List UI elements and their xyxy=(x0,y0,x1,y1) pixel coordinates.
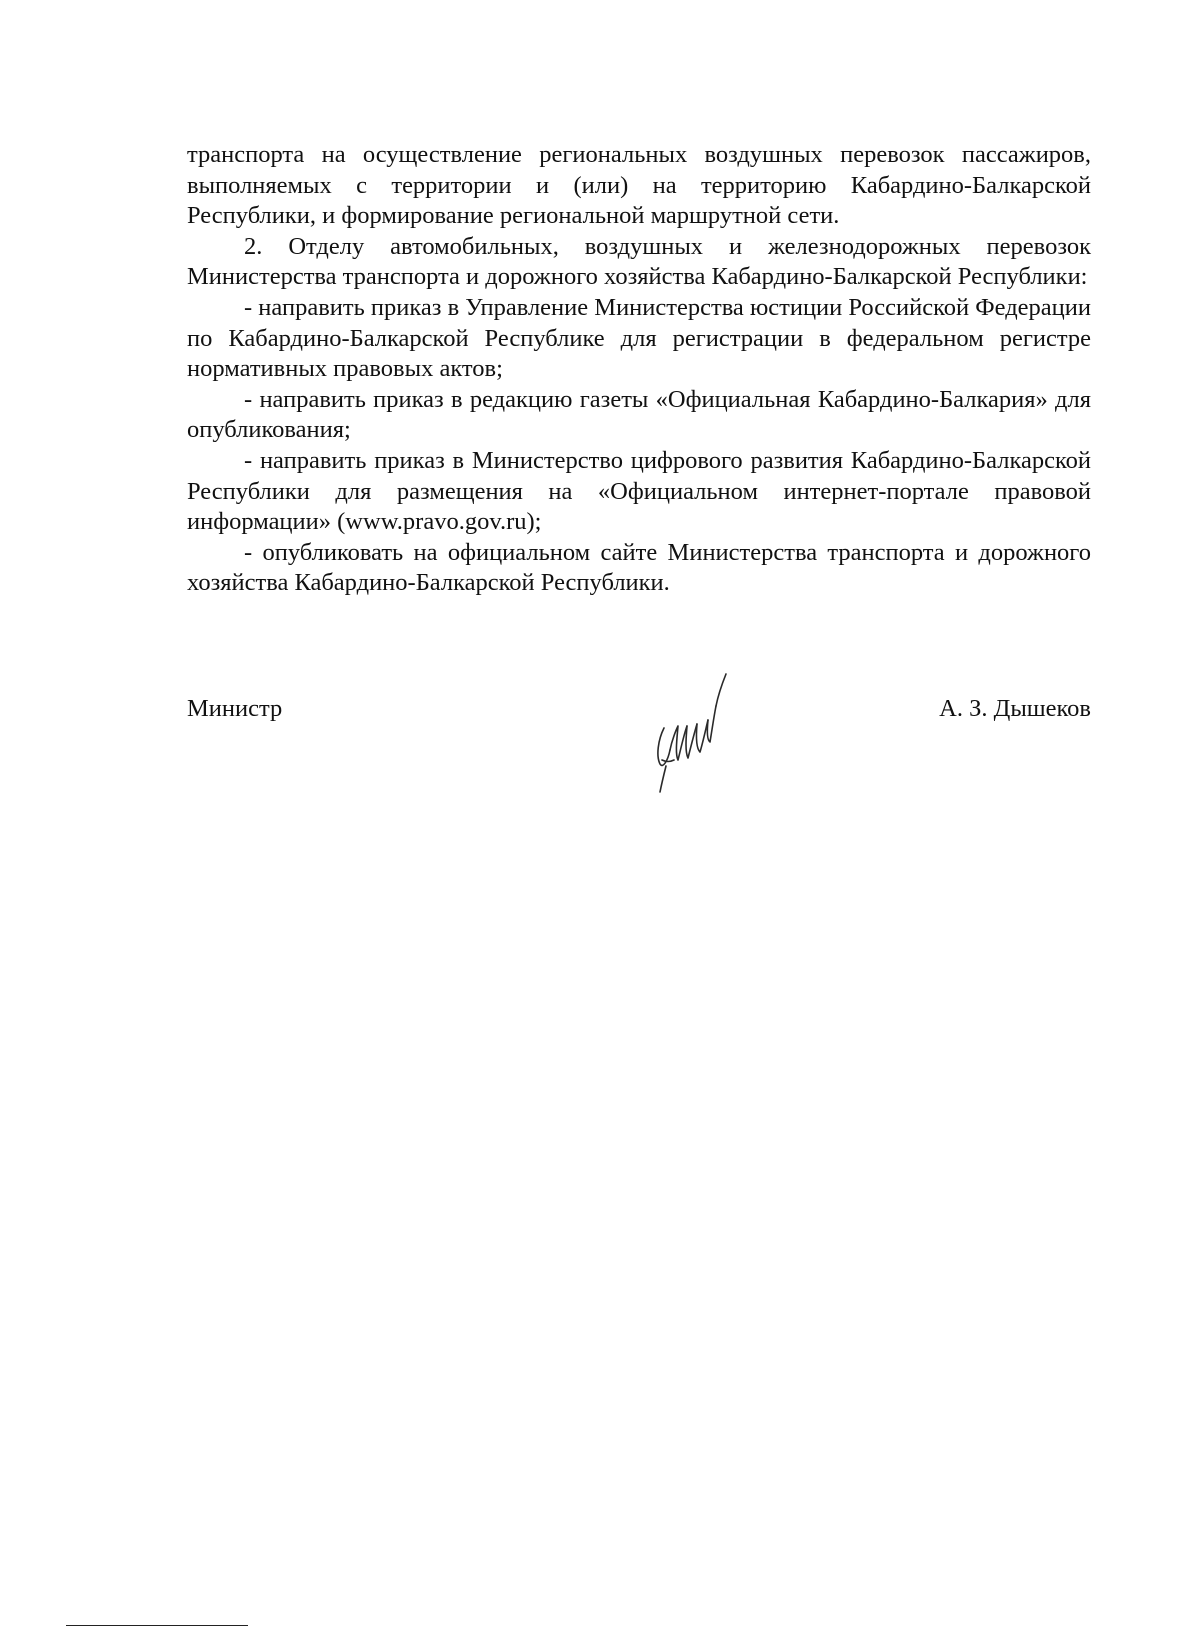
paragraph-bullet-newspaper: - направить приказ в редакцию газеты «Официальная Кабардино-Балкария» для опубликования; xyxy=(187,385,1091,444)
paragraph-continuation: транспорта на осуществление региональных воздушных перевозок пассажиров, выполняемых с территории и (или) на территорию Кабардино-Балкарской Республики, и формирование региональной маршрутной сети. xyxy=(187,141,1091,230)
handwritten-signature-icon xyxy=(650,668,740,798)
paragraph-bullet-website: - опубликовать на официальном сайте Министерства транспорта и дорожного хозяйства Кабардино-Балкарской Республики. xyxy=(187,538,1091,597)
footnote-divider xyxy=(66,1625,248,1626)
paragraph-bullet-registration: - направить приказ в Управление Министерства юстиции Российской Федерации по Кабардино-Балкарской Республике для регистрации в федеральном регистре нормативных правовых актов; xyxy=(187,293,1091,383)
document-body xyxy=(187,140,1091,599)
paragraph-item-2: 2. Отделу автомобильных, воздушных и железнодорожных перевозок Министерства транспорта и дорожного хозяйства Кабардино-Балкарской Республики: xyxy=(187,232,1091,291)
signer-name: А. З. Дышеков xyxy=(939,695,1091,722)
signature-block xyxy=(187,694,1091,734)
signer-title: Министр xyxy=(187,695,283,722)
paragraph-bullet-portal: - направить приказ в Министерство цифрового развития Кабардино-Балкарской Республики для размещения на «Официальном интернет-портале правовой информации» (www.pravo.gov.ru); xyxy=(187,446,1091,536)
